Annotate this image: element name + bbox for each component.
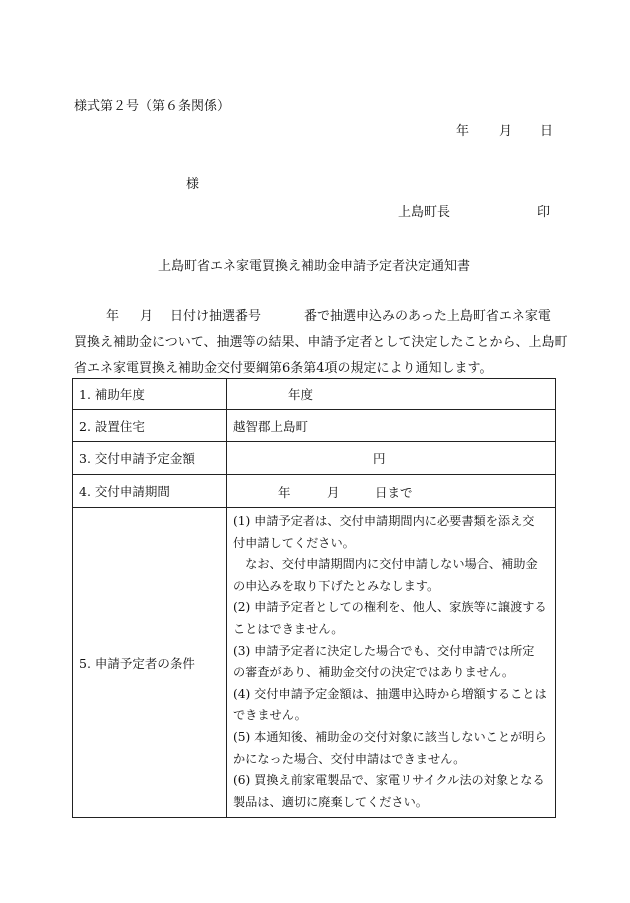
form-number: 様式第２号（第６条関係）: [74, 99, 231, 114]
condition-line: かになった場合、交付申請はできません。: [233, 751, 466, 766]
table-row: [73, 410, 556, 442]
body-line-2: 買換え補助金について、抽選等の結果、申請予定者として決定したことから、上島町: [74, 335, 568, 350]
body-year-label: 年: [106, 309, 120, 324]
label-applicant-conditions: 5. 申請予定者の条件: [73, 508, 227, 818]
conditions-list: [227, 508, 555, 817]
addressee-honorific: 様: [186, 177, 200, 192]
period-day-label: 日まで: [375, 485, 413, 500]
condition-line: なお、交付申請期間内に交付申請しない場合、補助金: [233, 557, 538, 572]
label-planned-amount: 3. 交付申請予定金額: [73, 442, 227, 475]
document-title: 上島町省エネ家電買換え補助金申請予定者決定通知書: [158, 259, 471, 274]
date-day-label: 日: [540, 124, 554, 139]
date-year-label: 年: [456, 124, 470, 139]
table-row: [73, 379, 556, 410]
value-planned-amount: 円: [227, 442, 556, 475]
condition-line: (1) 申請予定者は、交付申請期間内に必要書類を添え交: [233, 514, 535, 528]
condition-line: できません。: [233, 708, 307, 723]
condition-line: の審査があり、補助金交付の決定ではありません。: [233, 665, 515, 680]
issuer-name: 上島町長: [398, 205, 451, 220]
seal-mark: 印: [537, 205, 551, 220]
details-table: [72, 378, 556, 818]
period-year-label: 年: [278, 485, 291, 500]
condition-line: の申込みを取り下げたとみなします。: [233, 578, 440, 593]
condition-line: ことはできません。: [233, 621, 344, 636]
value-subsidy-year: 年度: [227, 379, 556, 410]
value-applicant-conditions: [227, 508, 556, 818]
body-month-label: 月: [140, 309, 154, 324]
condition-line: 付申請してください。: [233, 535, 355, 550]
table-row: [73, 442, 556, 475]
date-month-label: 月: [499, 124, 513, 139]
label-application-period: 4. 交付申請期間: [73, 475, 227, 508]
label-installation-house: 2. 設置住宅: [73, 410, 227, 442]
condition-line: (6) 買換え前家電製品で、家電リサイクル法の対象となる: [233, 773, 545, 788]
condition-line: (3) 申請予定者に決定した場合でも、交付申請では所定: [233, 643, 535, 658]
body-lottery-text-2: 番で抽選申込みのあった上島町省エネ家電: [304, 309, 551, 324]
value-installation-house: 越智郡上島町: [227, 410, 556, 442]
condition-line: (4) 交付申請予定金額は、抽選申込時から増額することは: [233, 686, 547, 701]
body-line-3: 省エネ家電買換え補助金交付要綱第6条第4項の規定により通知します。: [74, 361, 493, 376]
condition-line: (5) 本通知後、補助金の交付対象に該当しないことが明ら: [233, 729, 547, 744]
table-row: [73, 508, 556, 818]
period-month-label: 月: [327, 485, 340, 500]
table-row: [73, 475, 556, 508]
label-subsidy-year: 1. 補助年度: [73, 379, 227, 410]
body-lottery-text: 日付け抽選番号: [170, 309, 262, 324]
value-application-period: [227, 475, 556, 508]
condition-line: 製品は、適切に廃棄してください。: [233, 794, 428, 809]
condition-line: (2) 申請予定者としての権利を、他人、家族等に譲渡する: [233, 600, 547, 615]
